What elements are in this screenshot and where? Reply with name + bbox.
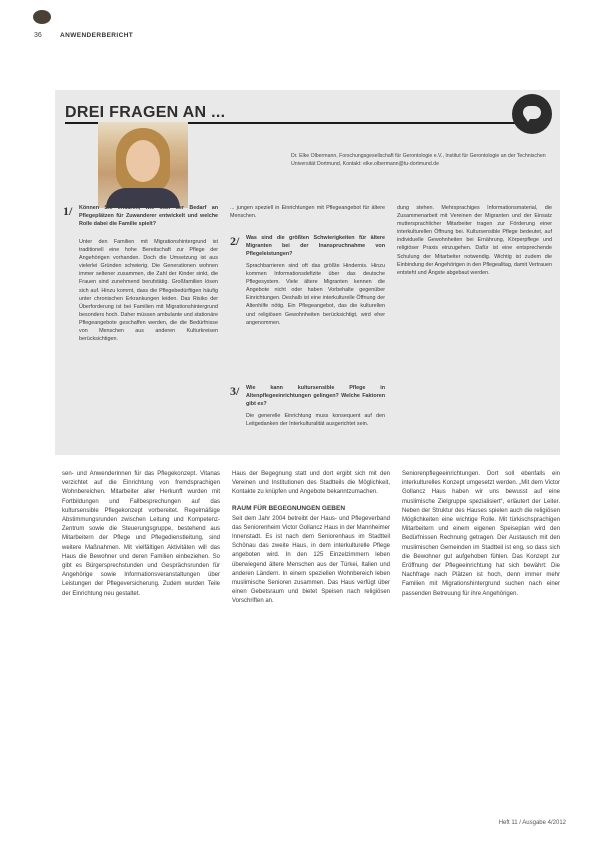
body-text-2-intro: Haus der Begegnung statt und dort ergibt sich mit den Vereinen und Institutionen des Stadtteils die Möglichkeit, Kontakte zu knüpfen und Angebote bekanntzumachen.	[232, 471, 390, 496]
page-footer: Heft 11 / Ausgabe 4/2012	[498, 820, 566, 826]
body-column-2	[232, 470, 390, 607]
question-number-1: 1/	[63, 204, 73, 218]
interview-title: DREI FRAGEN AN ...	[65, 104, 226, 121]
answer-2: Sprachbarrieren sind oft das größte Hindernis. Hinzu kommen Informationsdefizite über das deutsche Pflegesystem. Viele ältere Migranten kennen die Angebote nicht oder haben Vorbehalte gegenüber Einrichtungen. Deshalb ist eine interkulturelle Öffnung der Altenhilfe nötig. Ein Pflegeangebot, das die kulturellen und religiösen Gewohnheiten berücksichtigt, wird eher angenommen.	[246, 263, 385, 326]
question-number-2: 2/	[230, 234, 240, 248]
body-subheading: RAUM FÜR BEGEGNUNGEN GEBEN	[232, 504, 346, 512]
interview-columns	[63, 204, 555, 452]
body-text-3: Seniorenpflegeeinrichtungen. Dort soll ebenfalls ein interkulturelles Konzept umgesetzt werden. „Mit dem Victor Gollancz Haus haben wir uns bewusst auf eine muslimische Zielgruppe spezialisiert“, erläutert der Leiter. Neben der Struktur des Hauses spielen auch die religiösen Möglichkeiten eine wichtige Rolle. Mit türkischsprachigen Mitarbeitern und einem eigenen Speiseplan wird den Bedürfnissen Rechnung getragen. Der Austausch mit den muslimischen Gemeinden im Stadtteil ist eng, so dass sich die Bewohner gut aufgehoben fühlen. Das Konzept zur Eröffnung der Pflegeeinrichtung hat sich bewährt: Die Nachfrage nach Plätzen ist hoch, denn immer mehr Familien mit Migrationshintergrund suchen nach einer passenden Betreuung für ihre Angehörigen.	[402, 471, 560, 597]
interview-column-2	[230, 204, 385, 452]
portrait-photo	[98, 122, 188, 208]
page-header	[28, 10, 572, 42]
question-2: Was sind die größten Schwierigkeiten für ältere Migranten bei der Inanspruchnahme von Pflegeleistungen?	[246, 235, 385, 258]
body-text-2: Seit dem Jahr 2004 betreibt der Haus- und Pflegeverband das Seniorenheim Victor Gollancz Haus in der Mannheimer Innenstadt. Es ist nach dem Seniorenhaus im Stadtteil Schönau das zweite Haus, in dem interkulturelle Pflege angeboten wird. In den 125 Einzelzimmern leben überwiegend ältere Menschen aus der Türkei, Italien und anderen Ländern. In einem speziellen Wohnbereich leben muslimische Senioren zusammen. Das Haus verfügt über einen Gebetsraum und bietet Speisen nach religiösen Vorschriften an.	[232, 515, 390, 605]
body-text-1: sen- und Anwenderinnen für das Pflegekonzept. Vitanas verzichtet auf die Einrichtung von fremdsprachigen Wohnbereichen. Mitarbeiter aller Herkunft wurden mit Fortbildungen und Fallbesprechungen auf das kultursensible Pflegekonzept vorbereitet. Regelmäßige Abstimmungsrunden zwischen Leitung und Kompetenz-Zentrum sowie die Steuerungsgruppe, bestehend aus Mitarbeitern der Pflege und Pflegedienstleitung, sind weitere Maßnahmen. Mit vielfältigen Aktivitäten will das Haus die Bewohner und deren Familien einbeziehen. So gibt es Bürgersprechstunden und Gesprächsrunden für Angehörige sowie Informationsveranstaltungen über Leistungen der Pflegeversicherung. Zudem wurden Teile der Einrichtung neu gestaltet.	[62, 471, 220, 597]
answer-1: Unter den Familien mit Migrationshintergrund ist traditionell eine hohe Bereitschaft zur Pflege der Angehörigen vorhanden. Doch die Umsetzung ist aus vielerlei Gründen schwierig. Die Generationen wohnen immer seltener zusammen, die Zahl der Kinder sinkt, die Frauen sind zunehmend berufstätig. Großfamilien lösen sich auf. Hinzu kommt, dass die Pflegebedürftigen häufig unter chronischen Erkrankungen leiden. Das Risiko der Überforderung ist bei Familien mit Migrationshintergrund besonders hoch. Daher müssen ambulante und stationäre Pflegeangebote geschaffen werden, die die Bedürfnisse von Menschen aus anderen Kulturkreisen berücksichtigen.	[79, 239, 218, 343]
question-3: Wie kann kultursensible Pflege in Altenpflegeeinrichtungen gelingen? Welche Faktoren gibt es?	[246, 385, 385, 408]
answer-3: Die generelle Einrichtung muss konsequent auf den Leitgedanken der Interkulturalität ausgerichtet sein.	[246, 413, 385, 428]
speech-bubble-icon	[512, 94, 552, 134]
answer-1-continued: ... jungen speziell in Einrichtungen mit Pflegeangebot für ältere Menschen.	[230, 205, 385, 220]
interview-column-1	[63, 204, 218, 452]
section-title: ANWENDERBERICHT	[60, 32, 134, 39]
interview-box	[55, 90, 560, 455]
interview-column-3	[397, 204, 552, 452]
page-number: 36	[34, 32, 42, 39]
question-number-3: 3/	[230, 384, 240, 398]
portrait-caption: Dr. Elke Olbermann, Forschungsgesellschaft für Gerontologie e.V., Institut für Gerontologie an der Technischen Universität Dortmund, Kontakt: elke.olbermann@tu-dortmund.de	[291, 153, 546, 167]
section-marker-icon	[33, 10, 51, 24]
question-1: Können Sie erklären, wie sich der Bedarf an Pflegeplätzen für Zuwanderer entwickelt und welche Rolle dabei die Familie spielt?	[79, 205, 218, 228]
body-column-3	[402, 470, 560, 599]
answer-3-continued: dung stehen. Mehrsprachiges Informationsmaterial, die Zusammenarbeit mit Vereinen der Migranten und der Einsatz muttersprachlicher Mitarbeiter tragen zur Förderung einer interkulturellen Öffnung bei. Kultursensible Pflege bedeutet, auf individuelle Gewohnheiten bei Ernährung, Körperpflege und religiöser Praxis einzugehen. Dafür ist eine entsprechende Schulung der Mitarbeiter notwendig. Wichtig ist zudem die Einbindung der Angehörigen in den Pflegealltag, damit Vertrauen entsteht und Ängste abgebaut werden.	[397, 205, 552, 276]
body-column-1	[62, 470, 220, 599]
